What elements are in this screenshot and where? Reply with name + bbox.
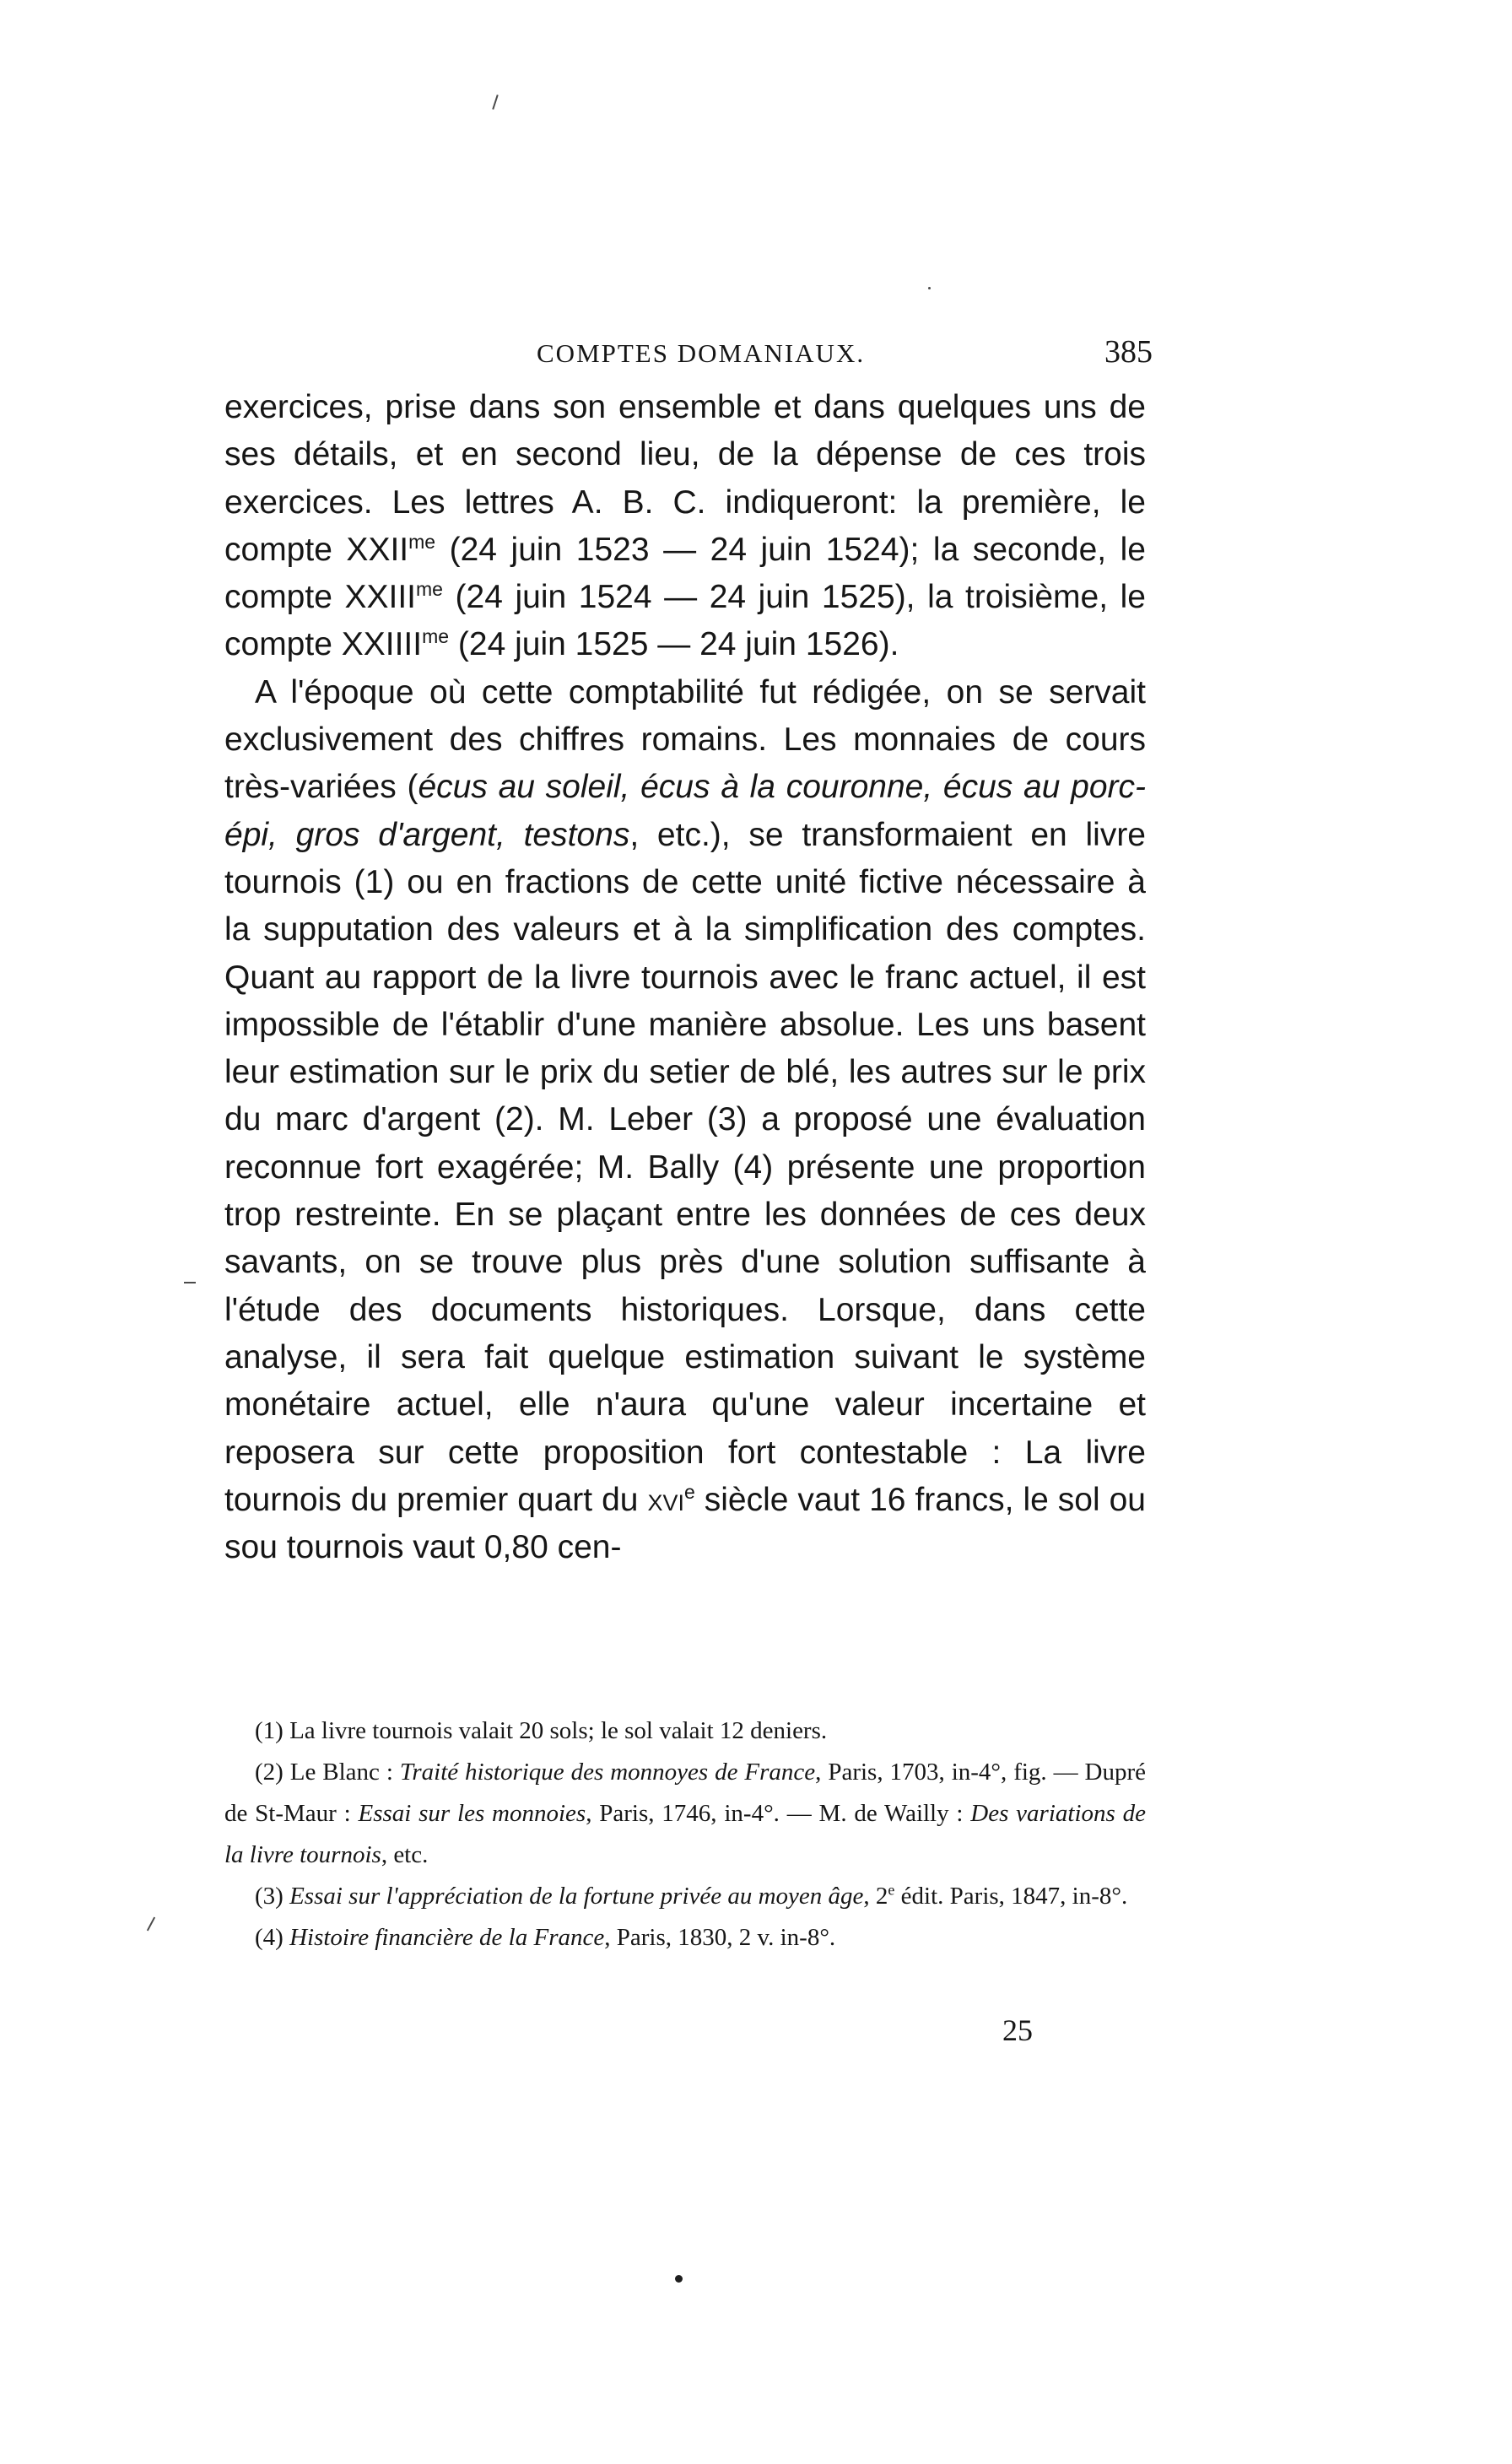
scan-speck [147,1917,155,1932]
footnote [224,1710,1146,1752]
running-head [224,333,1163,381]
running-title: COMPTES DOMANIAUX. [537,338,866,368]
footnote-text: (2) Le Blanc : [255,1759,400,1786]
footnote [224,1752,1146,1876]
paragraph [224,669,1146,1572]
footnote [224,1876,1146,1917]
scan-speck [928,287,931,289]
text-run: exercices, prise dans son ensemble et dans quelques uns de ses détails, et en second lieu, de la dépense de ces trois exercices. Les lettres A. B. C. indiqueront: la première, le compte XXII [224,389,1146,568]
superscript: e [888,1881,895,1899]
superscript: me [416,578,443,601]
footnotes [224,1710,1146,1959]
main-text [224,384,1146,1571]
paragraph [224,384,1146,669]
bullet-icon [675,2275,683,2283]
text-run: (24 juin 1523 — 24 juin 1524); la seconde, le compte XXIII [224,531,1146,616]
work-title: Essai sur l'appréciation de la fortune privée au moyen âge [289,1883,864,1910]
footnote-text: , etc. [381,1841,429,1868]
footnote [224,1917,1146,1959]
footnote-text: , Paris, 1703, in-4°, fig. — Dupré de St-Maur : [224,1759,1146,1827]
italic-coin-list: écus au soleil, écus à la couronne, écus au porc-épi, gros d'argent, testons [224,769,1146,853]
text-run: , etc.), se transformaient en livre tournois (1) ou en fractions de cette unité fictive nécessaire à la supputation des valeurs et à la simplification des comptes. Quant au rapport de la livre tournois avec le franc actuel, il est impossible de l'établir d'une manière absolue. Les uns basent leur estimation sur le prix du setier de blé, les autres sur le prix du marc d'argent (2). M. Leber (3) a proposé une évaluation reconnue fort exagérée; M. Bally (4) présente une proportion trop restreinte. En se plaçant entre les données de ces deux savants, on se trouve plus près d'une solution suffisante à l'étude des documents historiques. Lorsque, dans cette analyse, il sera fait quelque estimation suivant le système monétaire actuel, elle n'aura qu'une valeur incertaine et reposera sur cette proposition fort contestable : La livre tournois du premier quart du [224,816,1146,1518]
text-run: siècle vaut 16 francs, le sol ou sou tournois vaut 0,80 cen- [224,1481,1146,1566]
footnote-text: (1) La livre tournois valait 20 sols; le sol valait 12 deniers. [255,1717,828,1744]
work-title: Des variations de la livre tournois [224,1800,1146,1868]
superscript: me [422,625,450,648]
work-title: Histoire financière de la France [289,1924,605,1951]
superscript: e [683,1480,695,1503]
footnote-text: (4) [255,1924,290,1951]
signature-mark: 25 [1002,2013,1033,2047]
superscript: me [408,530,436,553]
footnote-text: , Paris, 1746, in-4°. — M. de Wailly : [586,1800,971,1827]
work-title: Traité historique des monnoyes de France [399,1759,816,1786]
century-numeral: xvi [647,1481,684,1518]
footnote-text: (3) [255,1883,290,1910]
scan-speck [492,95,498,110]
text-run: (24 juin 1525 — 24 juin 1526). [449,626,899,663]
scan-speck [184,1282,196,1283]
footnote-text: , Paris, 1830, 2 v. in-8°. [604,1924,836,1951]
page-number: 385 [1104,334,1153,370]
text-run: A l'époque où cette comptabilité fut rédigée, on se servait exclusivement des chiffres romains. Les monnaies de cours très-variées ( [224,673,1146,806]
work-title: Essai sur les monnoies [358,1800,586,1827]
footnote-text: édit. Paris, 1847, in-8°. [894,1883,1128,1910]
footnote-text: , 2 [863,1883,888,1910]
text-run: (24 juin 1524 — 24 juin 1525), la troisième, le compte XXIIII [224,579,1146,663]
